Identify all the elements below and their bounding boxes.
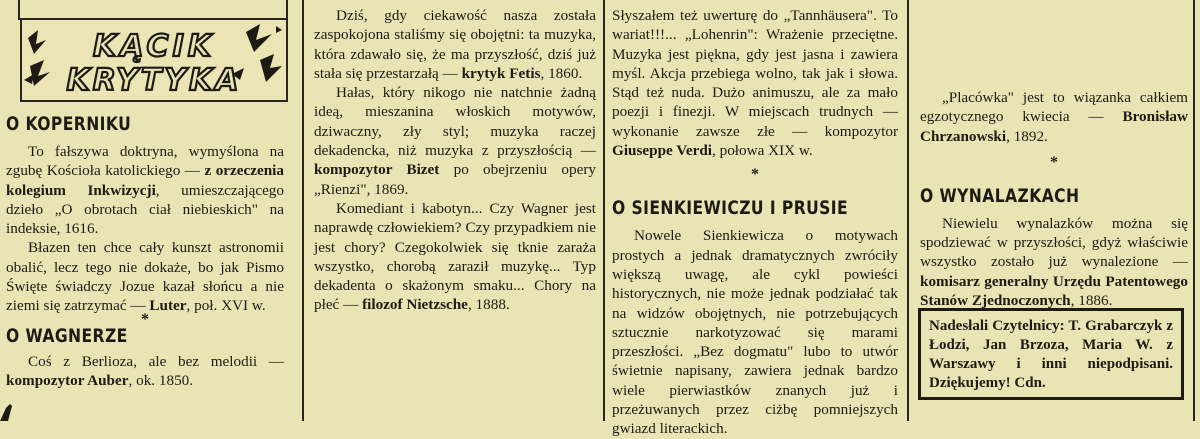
paragraph [920, 88, 1188, 146]
text: Coś z Berlioza, ale bez melodii — [28, 352, 284, 370]
heading-kopernik: O KOPERNIKU [6, 113, 132, 135]
text: , 1886. [1070, 292, 1113, 310]
heading-wagner: O WAGNERZE [6, 324, 128, 347]
author: z orzeczenia kolegium Inkwizycji [6, 162, 284, 199]
text: po obejrzeniu opery „Rienzi", 1869. [314, 161, 596, 198]
text: , umieszczającego dzieło „O obrotach ciał niebieskich" na indeksie, 1616. [6, 181, 284, 238]
paragraph [6, 142, 284, 238]
text: , 1860. [540, 64, 583, 82]
column-rule [1193, 0, 1195, 421]
text: „Placówka" jest to wiązanka całkiem egzotycznego kwiecia — [920, 89, 1188, 126]
author: kompozytor Bizet [314, 161, 440, 179]
column-rule [907, 0, 909, 421]
paragraph [920, 214, 1188, 310]
text: Niewielu wynalazków można się spodziewać w przyszłości, gdyż właściwie wszystko zostało już wynalezione — [920, 214, 1188, 271]
text: , 1888. [467, 296, 510, 314]
column-2 [314, 0, 596, 421]
column-rule [603, 0, 605, 421]
text: To fałszywa doktryna, wymyślona na zgubę Kościoła katolickiego — [6, 143, 284, 180]
paragraph [314, 199, 596, 315]
separator-star: * [751, 166, 759, 184]
paragraph [314, 6, 596, 83]
separator-star: * [1050, 153, 1058, 171]
column-rule [302, 0, 304, 421]
text: , poł. XVI w. [186, 297, 266, 315]
column-1 [6, 0, 290, 421]
text: , połowa XIX w. [712, 142, 813, 160]
paragraph [612, 6, 898, 160]
text: Hałas, który nikogo nie natchnie żadną ideą, mieszanina włoskich motywów, dziwaczny, zły styl; muzyka raczej dekadencka, niż muzyka z przyszłością — [314, 84, 596, 160]
paragraph [612, 226, 898, 438]
author: komisarz generalny Urzędu Patentowego Stanów Zjednoczonych [920, 272, 1188, 310]
text: Błazen ten chce cały kunszt astronomii obalić, lecz tego nie dokaże, bo jak Pismo Święte świadczy Jozue kazał słońcu a nie ziemi się zatrzymać — [6, 239, 284, 315]
author: Luter [149, 297, 187, 315]
text: Nowele Sienkiewicza o motywach prostych a jednak dramatycznych zwróciły większą uwagę, ale cykl powieści historycznych, nie może jednak podziałać tak na widzów obojętnych, nie potrzebujących sztucznie narkotyzować się marami przeszłości. „Bez dogmatu" lubo to utwór świetnie napisany, zawiera jednak bardzo wiele pierwiastków znanych już i przeżuwanych przez ciżbę pomniejszych gwiazd literackich. [612, 227, 898, 438]
text: , 1892. [1006, 127, 1048, 145]
heading-sienkiewicz: O SIENKIEWICZU I PRUSIE [612, 197, 849, 220]
reader-credits-box: Nadesłali Czytelnicy: T. Grabarczyk z Łodzi, Jan Brzoza, Maria W. z Warszawy i inni niepodpisani. Dziękujemy! Cdn. [918, 308, 1184, 400]
text: Komediant i kabotyn... Czy Wagner jest naprawdę człowiekiem? Czy przypadkiem nie jest chory? Czegokolwiek się tknie zaraża wszystko, chorobą zaraził muzykę... Typ dekadenta o skażonym smaku... Chory na płeć — [314, 199, 596, 314]
page-corner-mark [0, 404, 12, 421]
author: Giuseppe Verdi [612, 142, 713, 160]
separator-star: * [141, 310, 149, 328]
author: kompozytor Auber [6, 371, 129, 389]
author: Bronisław Chrzanowski [920, 108, 1188, 145]
paragraph [6, 238, 284, 315]
text: , ok. 1850. [128, 371, 194, 389]
author: krytyk Fetis [461, 64, 541, 82]
paragraph [314, 83, 596, 199]
text: Słyszałem też uwerturę do „Tannhäusera". To wariat!!!... „Lohenrin": Wrażenie przeciętne. Muzyka jest piękna, gdy jest jasna i zawiera myśl. Akcja przebiega wolno, tak jak i słowa. Stąd też nuda. Dużo animuszu, ale za mało poezji i finezji. W miejscach trudnych — wykonanie zawsze złe — kompozytor [612, 7, 898, 140]
logo-line1: KĄCIK [93, 29, 215, 64]
paragraph [6, 352, 284, 391]
heading-wynalazki: O WYNALAZKACH [920, 184, 1080, 207]
text: Dziś, gdy ciekawość nasza została zaspokojona staliśmy się obojętni: ta muzyka, która zdawało się, że ma przyszłość, dziś już stała się przestarzałą — [314, 7, 596, 82]
logo-line2: KRYTYKA [66, 63, 242, 98]
author: filozof Nietzsche [362, 296, 468, 314]
column-3 [612, 0, 898, 438]
